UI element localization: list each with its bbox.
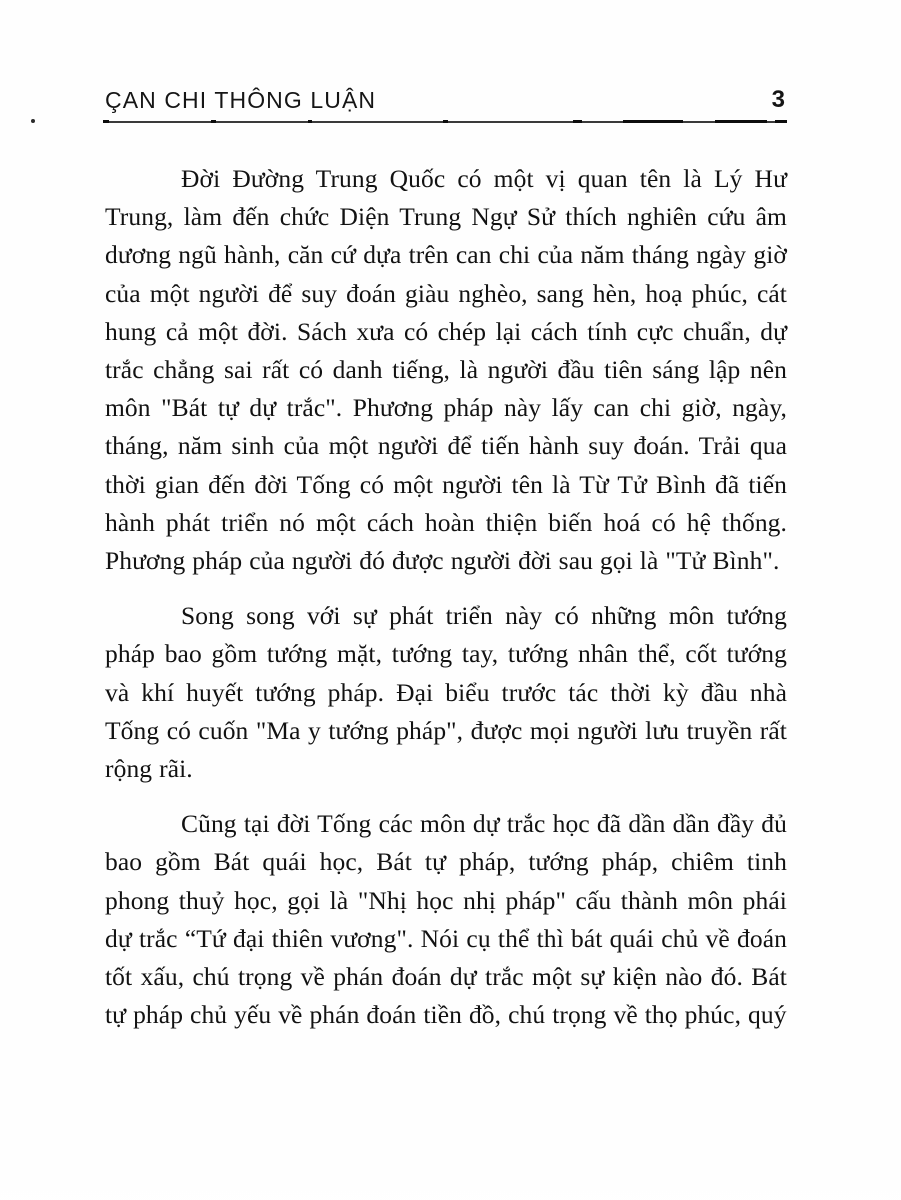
paragraph: Đời Đường Trung Quốc có một vị quan tên là Lý Hư Trung, làm đến chức Diện Trung Ngự Sử thích nghiên cứu âm dương ngũ hành, căn cứ dựa trên can chi của năm tháng ngày giờ của một người để suy đoán giàu nghèo, sang hèn, hoạ phúc, cát hung cả một đời. Sách xưa có chép lại cách tính cực chuẩn, dự trắc chẳng sai rất có danh tiếng, là người đầu tiên sáng lập nên môn "Bát tự dự trắc". Phương pháp này lấy can chi giờ, ngày, tháng, năm sinh của một người để tiến hành suy đoán. Trải qua thời gian đến đời Tống có một người tên là Từ Tử Bình đã tiến hành phát triển nó một cách hoàn thiện biến hoá có hệ thống. Phương pháp của người đó được người đời sau gọi là "Tử Bình". <box>105 164 787 576</box>
running-head-title: ÇAN CHI THÔNG LUẬN <box>105 87 377 113</box>
scan-speck <box>31 119 35 123</box>
header-rule <box>103 121 787 123</box>
paragraph: Song song với sự phát triển này có những môn tướng pháp bao gồm tướng mặt, tướng tay, tướng nhân thể, cốt tướng và khí huyết tướng pháp. Đại biểu trước tác thời kỳ đầu nhà Tống có cuốn "Ma y tướng pháp", được mọi người lưu truyền rất rộng rãi. <box>105 601 787 784</box>
body-text-block <box>105 160 787 1034</box>
page-bottom-fade <box>0 1154 901 1200</box>
paragraph: Cũng tại đời Tống các môn dự trắc học đã dần dần đầy đủ bao gồm Bát quái học, Bát tự pháp, tướng pháp, chiêm tinh phong thuỷ học, gọi là "Nhị học nhị pháp" cấu thành môn phái dự trắc “Tứ đại thiên vương". Nói cụ thể thì bát quái chủ về đoán tốt xấu, chú trọng về phán đoán dự trắc một sự kiện nào đó. Bát tự pháp chủ yếu về phán đoán tiền đồ, chú trọng về thọ phúc, quý <box>105 809 787 1030</box>
running-head <box>105 86 785 122</box>
page-number: 3 <box>771 86 785 113</box>
